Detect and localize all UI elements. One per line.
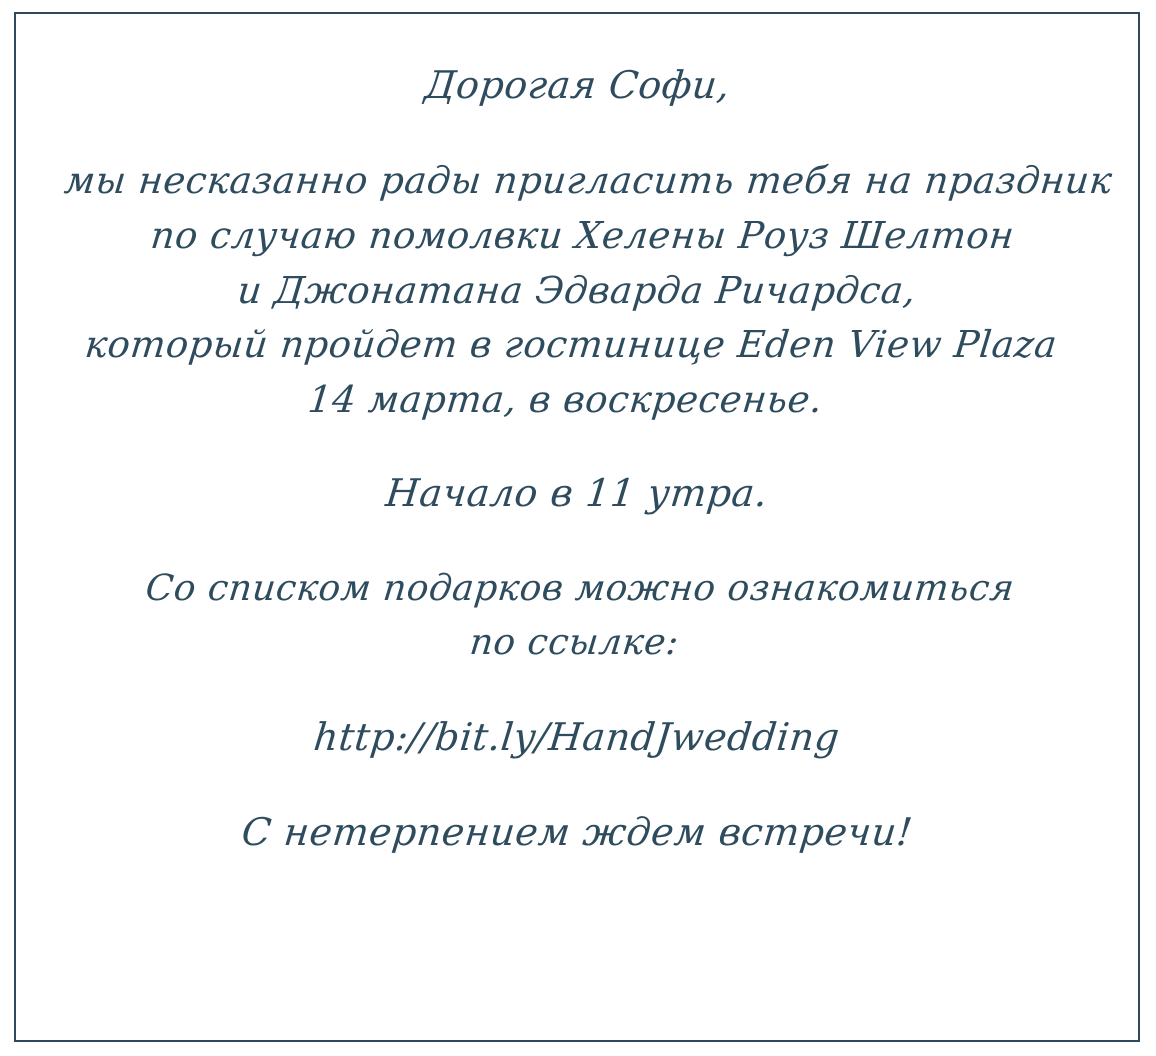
body-line: по случаю помолвки Хелены Роуз Шелтон bbox=[148, 214, 1017, 258]
salutation: Дорогая Софи, bbox=[422, 63, 732, 107]
gift-registry-note bbox=[137, 562, 1017, 670]
gift-line: по ссылке: bbox=[467, 622, 681, 664]
invitation-body bbox=[39, 154, 1115, 428]
body-line: который пройдет в гостинице Eden View Plaza bbox=[83, 323, 1060, 367]
registry-link[interactable]: http://bit.ly/HandJwedding bbox=[311, 715, 843, 760]
body-line: мы несказанно рады пригласить тебя на праздник bbox=[62, 159, 1115, 203]
invitation-card bbox=[14, 12, 1140, 1042]
invitation-content bbox=[16, 14, 1138, 1040]
body-line: 14 марта, в воскресенье. bbox=[306, 378, 825, 422]
body-line: и Джонатана Эдварда Ричардса, bbox=[235, 268, 919, 312]
start-time: Начало в 11 утра. bbox=[383, 471, 771, 516]
closing-line: С нетерпением ждем встречи! bbox=[239, 809, 915, 854]
gift-line: Со списком подарков можно ознакомиться bbox=[143, 568, 1017, 610]
